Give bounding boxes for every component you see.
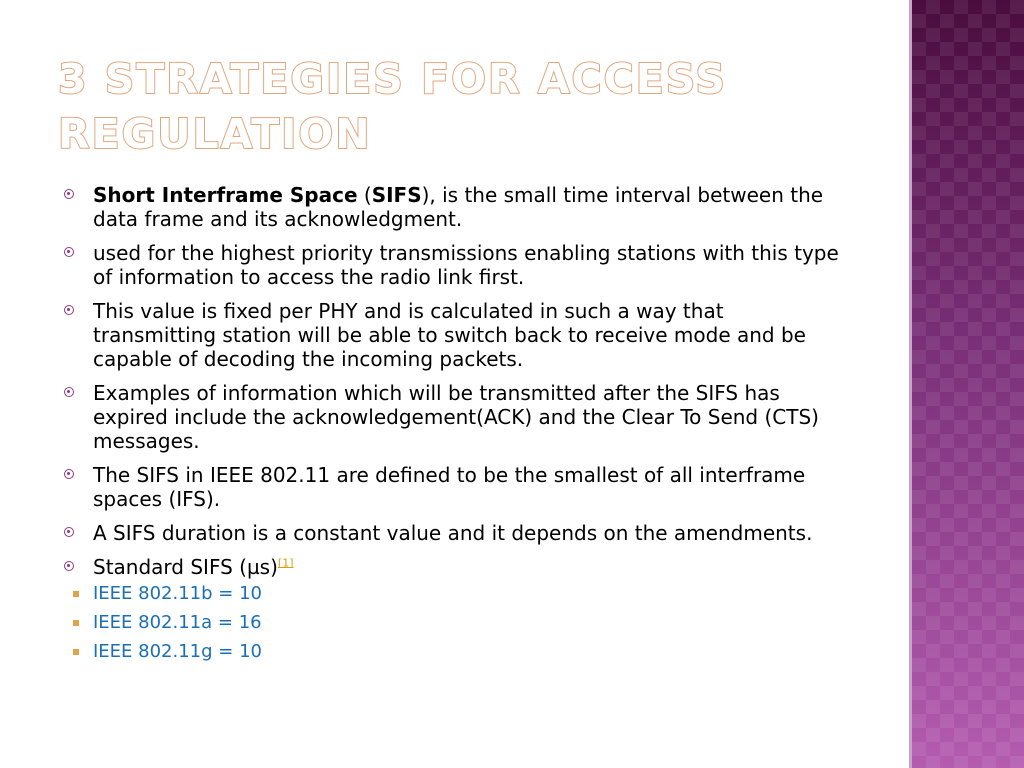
- bullet-text: used for the highest priority transmissions enabling stations with this type of information to access the radio link first.: [93, 241, 839, 289]
- bullet-item-7: [60, 555, 850, 663]
- circled-dot-icon: [64, 387, 74, 397]
- circled-dot-icon: [64, 189, 74, 199]
- circled-dot-icon: [64, 247, 74, 257]
- sifs-term: Short Interframe Space: [93, 183, 358, 207]
- sub-item-text: IEEE 802.11b = 10: [93, 583, 262, 604]
- circled-dot-icon: [64, 469, 74, 479]
- square-bullet-icon: [73, 591, 79, 597]
- bullet-item-6: [60, 521, 850, 545]
- sub-item-text: IEEE 802.11a = 16: [93, 612, 262, 633]
- reference-link[interactable]: [1]: [277, 556, 294, 570]
- slide-title: 3 STRATEGIES FOR ACCESS REGULATION: [58, 55, 727, 158]
- sub-list: [93, 583, 850, 663]
- sifs-open-paren: (: [357, 183, 372, 207]
- square-bullet-icon: [73, 620, 79, 626]
- bullet-item-5: [60, 463, 850, 511]
- bullet-item-4: [60, 381, 850, 453]
- bullet-list: [60, 183, 850, 673]
- bullet-text: Examples of information which will be transmitted after the SIFS has expired include the acknowledgement(ACK) and the Clear To Send (CTS) messages.: [93, 381, 819, 453]
- bullet-item-2: [60, 241, 850, 289]
- circled-dot-icon: [64, 561, 74, 571]
- bullet-item-3: [60, 299, 850, 371]
- sub-item-80211b: [65, 583, 850, 605]
- sub-item-80211g: [65, 641, 850, 663]
- sub-item-80211a: [65, 612, 850, 634]
- sub-item-text: IEEE 802.11g = 10: [93, 641, 262, 662]
- decorative-side-band: [912, 0, 1024, 768]
- bullet-text: The SIFS in IEEE 802.11 are defined to be the smallest of all interframe spaces (IFS).: [93, 463, 806, 511]
- circled-dot-icon: [64, 305, 74, 315]
- bullet-text: ), is the small time interval between the data frame and its acknowledgment.: [93, 183, 824, 231]
- bullet-text: Standard SIFS (µs): [93, 555, 278, 579]
- bullet-item-1: [60, 183, 850, 231]
- circled-dot-icon: [64, 527, 74, 537]
- bullet-text: A SIFS duration is a constant value and it depends on the amendments.: [93, 521, 813, 545]
- bullet-text: This value is fixed per PHY and is calculated in such a way that transmitting station will be able to switch back to receive mode and be capable of decoding the incoming packets.: [93, 299, 806, 371]
- square-bullet-icon: [73, 649, 79, 655]
- sifs-abbr: SIFS: [371, 183, 422, 207]
